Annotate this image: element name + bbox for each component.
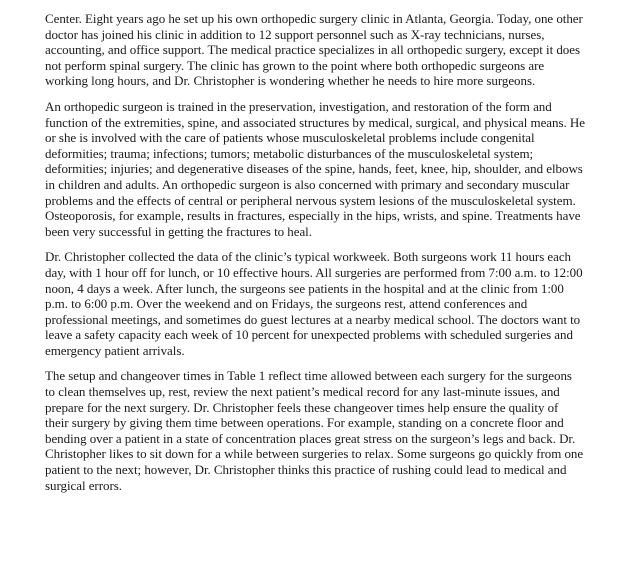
paragraph-clinic-intro: Center. Eight years ago he set up his own orthopedic surgery clinic in Atlanta, Georgia. Today, one other doctor has joined his clinic in addition to 12 support personnel such as X-ray technicians, nurses, accounting, and office support. The medical practice specializes in all orthopedic surgery, except it does not perform spinal surgery. The clinic has grown to the point where both orthopedic surgeons are working long hours, and Dr. Christopher is wondering whether he needs to hire more surgeons. bbox=[45, 11, 583, 89]
document-body bbox=[45, 11, 585, 503]
paragraph-orthopedic-surgeon: An orthopedic surgeon is trained in the preservation, investigation, and restoration of the form and function of the extremities, spine, and associated structures by medical, surgical, and physical means. He or she is involved with the care of patients whose musculoskeletal problems include congenital deformities; trauma; infections; tumors; metabolic disturbances of the musculoskeletal system; deformities; injuries; and degenerative diseases of the spine, hands, feet, knee, hip, shoulder, and elbows in children and adults. An orthopedic surgeon is also concerned with primary and secondary muscular problems and the effects of central or peripheral nervous system lesions of the musculoskeletal system. Osteoporosis, for example, results in fractures, especially in the hips, wrists, and spine. Treatments have been very successful in getting the fractures to heal. bbox=[45, 98, 585, 239]
paragraph-changeover-times: The setup and changeover times in Table 1 reflect time allowed between each surgery for the surgeons to clean themselves up, rest, review the next patient’s medical record for any last-minute issues, and prepare for the next surgery. Dr. Christopher feels these changeover times help ensure the quality of their surgery by giving them time between operations. For example, standing on a concrete floor and bending over a patient in a state of concentration places great stress on the surgeon’s legs and back. Dr. Christopher likes to sit down for a while between surgeries to relax. Some surgeons go quickly from one patient to the next; however, Dr. Christopher thinks this practice of rushing could lead to medical and surgical errors. bbox=[45, 368, 584, 493]
paragraph-workweek-data: Dr. Christopher collected the data of the clinic’s typical workweek. Both surgeons work 11 hours each day, with 1 hour off for lunch, or 10 effective hours. All surgeries are performed from 7:00 a.m. to 12:00 noon, 4 days a week. After lunch, the surgeons see patients in the hospital and at the clinic from 1:00 p.m. to 6:00 p.m. Over the weekend and on Fridays, the surgeons rest, attend conferences and professional meetings, and sometimes do guest lectures at a nearby medical school. The doctors want to leave a safety capacity each week of 10 percent for unexpected problems with scheduled surgeries and emergency patient arrivals. bbox=[45, 249, 583, 358]
